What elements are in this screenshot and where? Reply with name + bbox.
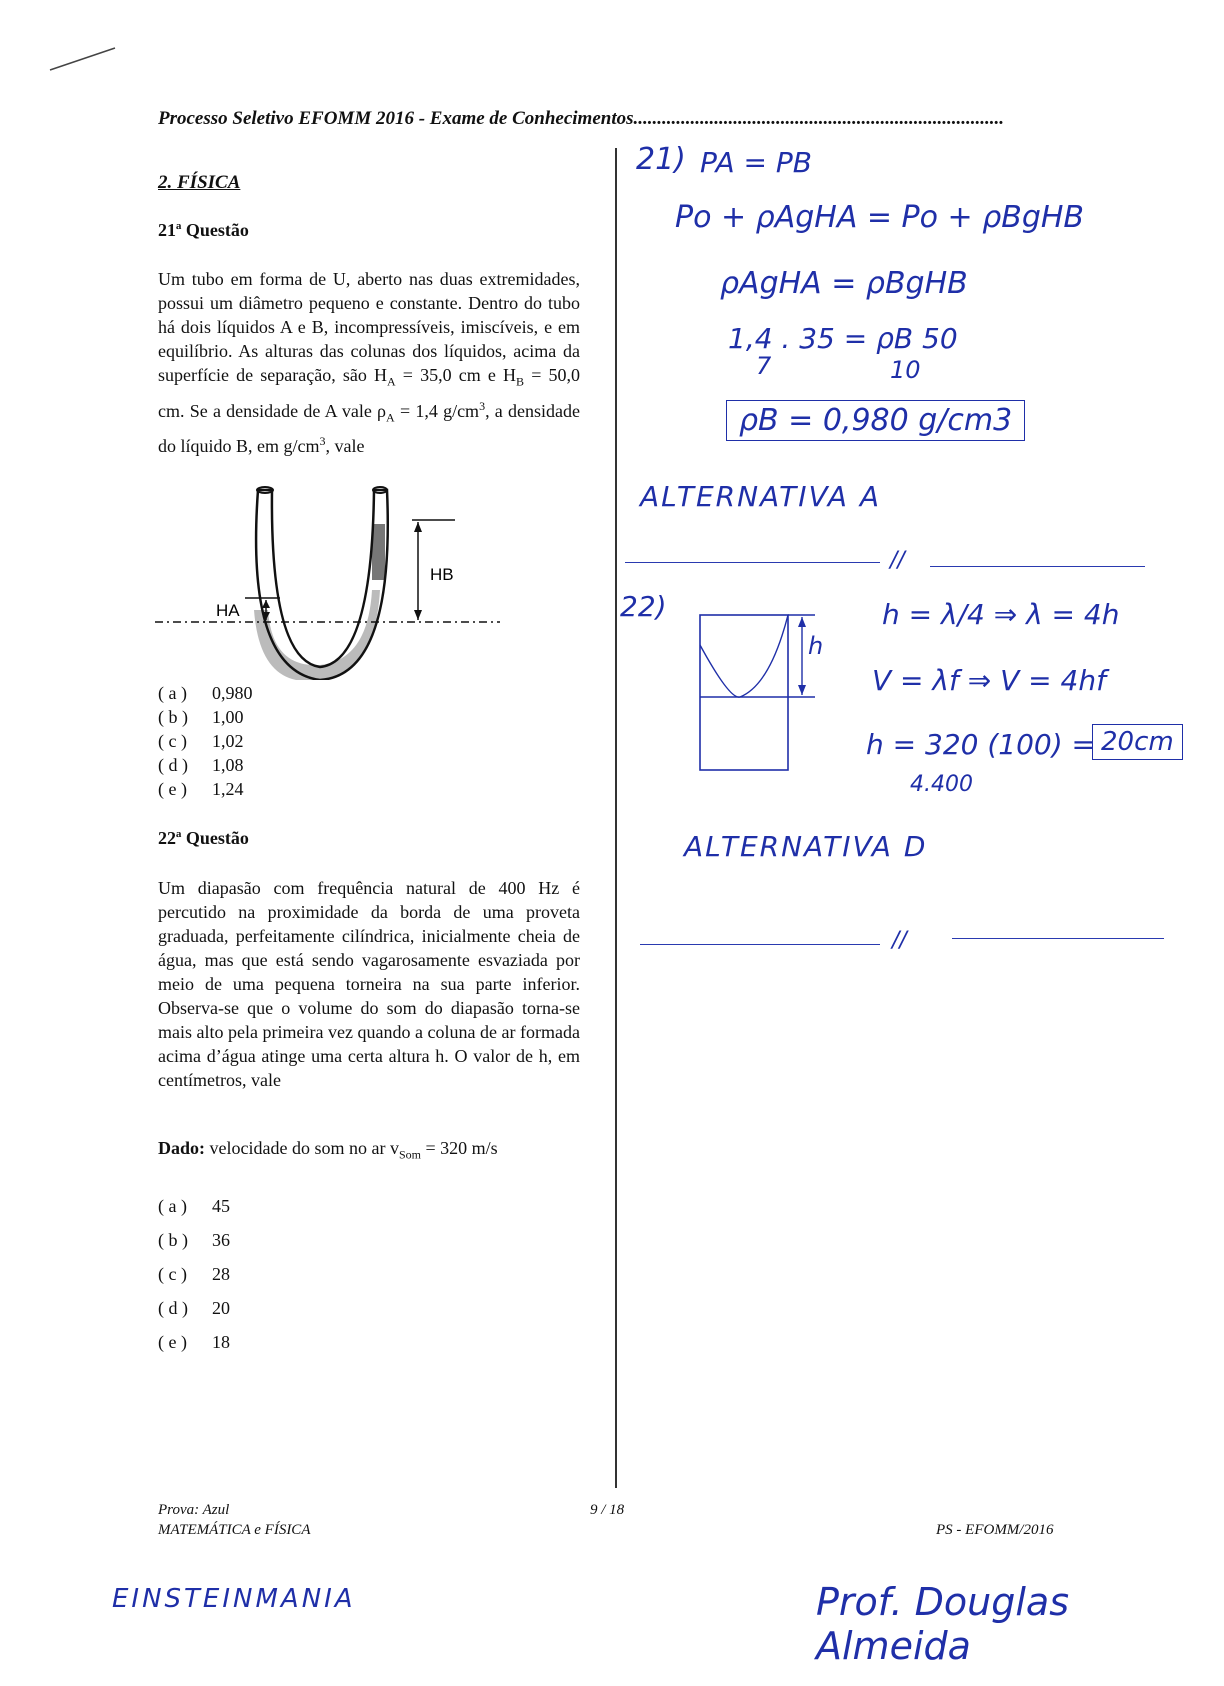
label-hb: HB xyxy=(430,565,454,584)
hw-separator-1a xyxy=(625,562,880,563)
footer-subject: MATEMÁTICA e FÍSICA xyxy=(158,1522,311,1538)
u-tube-figure xyxy=(150,480,510,680)
signature-right: Prof. Douglas Almeida xyxy=(816,1580,1070,1668)
page-header: Processo Seletivo EFOMM 2016 - Exame de Conhecimentos.............................................................................. xyxy=(158,108,1005,129)
hw-21-line4: 1,4 . 35 = ρB 50 xyxy=(728,322,958,355)
hw-21-alternative: ALTERNATIVA A xyxy=(640,480,881,513)
scan-mark xyxy=(45,40,125,80)
hw-21-line2: Po + ρAgHA = Po + ρBgHB xyxy=(675,200,1085,235)
option-b: ( b ) 1,00 xyxy=(158,707,244,727)
hw-22-number: 22) xyxy=(620,590,667,623)
hw-21-ten: 10 xyxy=(890,356,921,384)
hw-21-answer-box: ρB = 0,980 g/cm3 xyxy=(726,400,1025,441)
label-ha: HA xyxy=(216,601,240,620)
hw-separator-2b xyxy=(952,938,1164,939)
option-c: ( c ) 28 xyxy=(158,1264,230,1284)
hw-22-answer-box: 20cm xyxy=(1092,724,1183,760)
hw-22-h-label: h xyxy=(808,632,824,660)
hw-22-eq3: h = 320 (100) = xyxy=(866,728,1096,761)
hw-22-eq2: V = λf ⇒ V = 4hf xyxy=(872,664,1106,697)
signature-left: EINSTEINMANIA xyxy=(112,1584,356,1614)
hw-22-alternative: ALTERNATIVA D xyxy=(684,830,928,863)
hw-21-seven: 7 xyxy=(756,352,772,380)
option-e: ( e ) 1,24 xyxy=(158,779,244,799)
option-b: ( b ) 36 xyxy=(158,1230,230,1250)
hw-21-line3: ρAgHA = ρBgHB xyxy=(720,266,968,301)
question-21-options xyxy=(158,683,253,803)
footer-prova: Prova: Azul xyxy=(158,1502,230,1518)
section-title: 2. FÍSICA xyxy=(158,172,241,193)
column-divider xyxy=(615,148,617,1488)
question-22-given: Dado: velocidade do som no ar $v_{Som} = 320$ m/s xyxy=(158,1138,498,1162)
hw-separator-2a xyxy=(640,944,880,945)
question-22-options xyxy=(158,1196,230,1366)
hw-22-eq1: h = λ/4 ⇒ λ = 4h xyxy=(882,598,1120,631)
option-a: ( a ) 45 xyxy=(158,1196,230,1216)
hw-21-number: 21) xyxy=(636,142,686,177)
option-a: ( a ) 0,980 xyxy=(158,683,253,703)
option-d: ( d ) 1,08 xyxy=(158,755,244,775)
question-22-title: 22ª Questão xyxy=(158,828,249,848)
hw-22-eq3-denominator: 4.400 xyxy=(910,772,973,797)
question-21-title: 21ª Questão xyxy=(158,220,249,240)
question-22-text: Um diapasão com frequência natural de 400 Hz é percutido na proximidade da borda de uma proveta graduada, perfeitamente cilíndrica, inicialmente cheia de água, mas que está sendo vagarosamente esvaziada por meio de uma pequena torneira na sua parte inferior. Observa-se que o volume do som do diapasão torna-se mais alto pela primeira vez quando a coluna de ar formada acima d’água atinge uma certa altura h. O valor de h, em centímetros, vale xyxy=(158,878,580,1090)
hw-separator-1-mark: // xyxy=(890,548,905,573)
hw-21-line1: PA = PB xyxy=(700,146,812,179)
hw-separator-2-mark: // xyxy=(892,928,907,953)
footer-page-number: 9 / 18 xyxy=(590,1502,625,1518)
option-c: ( c ) 1,02 xyxy=(158,731,244,751)
footer-code: PS - EFOMM/2016 xyxy=(936,1522,1054,1538)
option-d: ( d ) 20 xyxy=(158,1298,230,1318)
hw-separator-1b xyxy=(930,566,1145,567)
question-21-text: Um tubo em forma de U, aberto nas duas extremidades, possui um diâmetro pequeno e constante. Dentro do tubo há dois líquidos A e B, incompressíveis, imiscíveis, e em equilíbrio. As alturas das colunas dos líquidos, acima da superfície de separação, são $H_A = 35,0$ cm e $H_B = 50,0$ cm. Se a densidade de A vale $\rho_A = 1,4$ $g/cm^3$, a densidade do líquido B, em $g/cm^3$, vale xyxy=(158,269,580,457)
option-e: ( e ) 18 xyxy=(158,1332,230,1352)
hw-22-tube-sketch xyxy=(690,605,840,775)
